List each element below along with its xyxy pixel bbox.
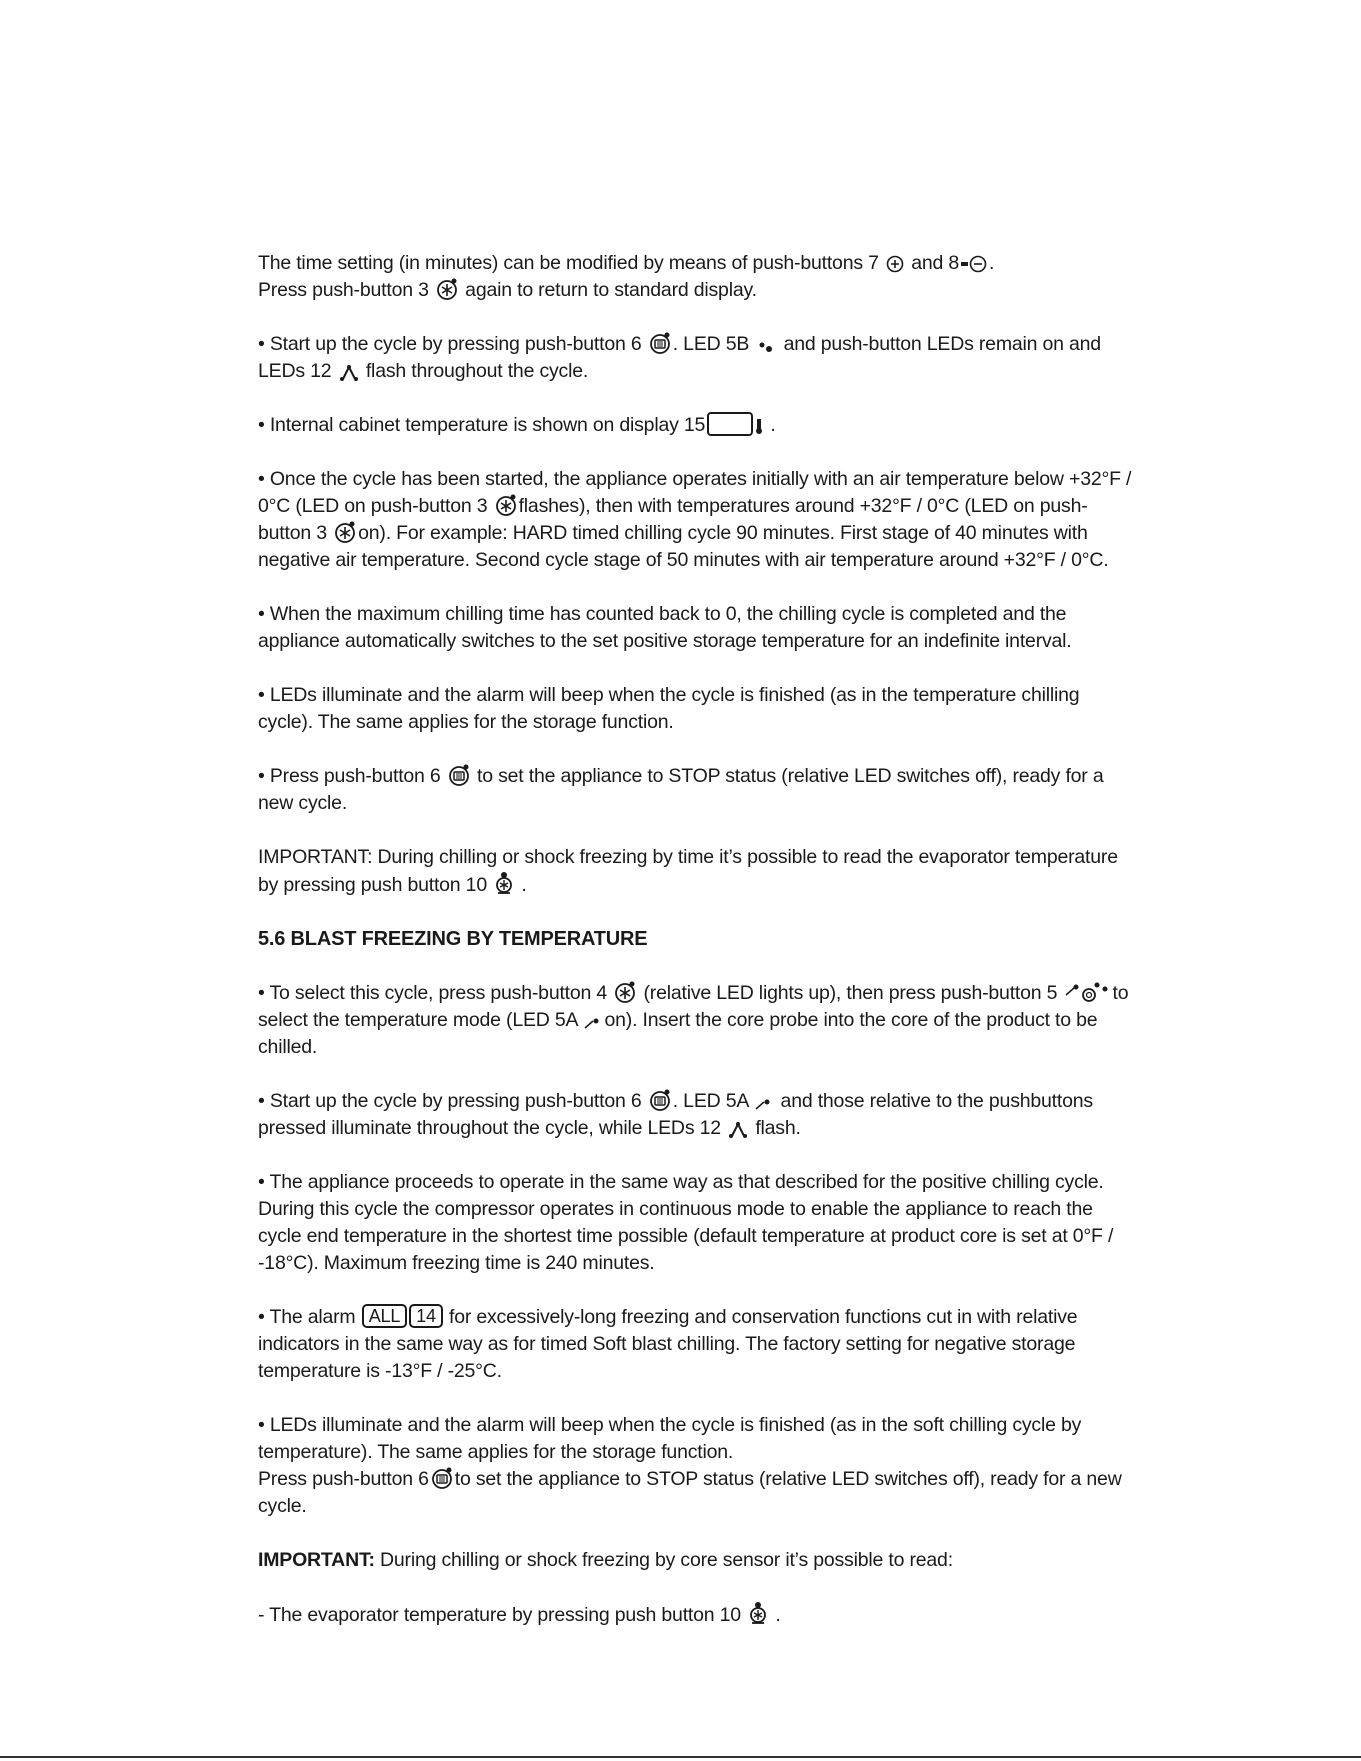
start-stop-icon — [649, 332, 671, 354]
start-stop-icon — [649, 1089, 671, 1111]
text: • Start up the cycle by pressing push-button 6 — [258, 1090, 642, 1112]
important-label: IMPORTANT: — [258, 1549, 375, 1571]
text: • To select this cycle, press push-button 4 — [258, 982, 608, 1004]
text: on). Insert the core probe into the core of the product to be chilled. — [258, 1009, 1098, 1058]
evaporator-icon — [494, 871, 514, 895]
alarm-number-box: 14 — [409, 1304, 443, 1328]
text: IMPORTANT: During chilling or shock freezing by time it’s possible to read the evaporator temperature by pressing push button 10 — [258, 846, 1118, 896]
text: to set the appliance to STOP status (relative LED switches off), ready for a new cycle. — [258, 1468, 1122, 1517]
text: . — [989, 252, 995, 274]
dots-icon — [756, 340, 776, 354]
text: . LED 5B — [672, 333, 750, 355]
paragraph-leds-alarm-freezing: • LEDs illuminate and the alarm will beep when the cycle is finished (as in the soft chilling cycle by temperature). The same applies for the storage function. — [258, 1414, 1082, 1463]
text: and push-button LEDs remain on and — [783, 333, 1101, 355]
paragraph-stop-status — [258, 763, 1138, 817]
probe-led-icon — [755, 1097, 773, 1111]
text: and 8 — [911, 252, 960, 274]
paragraph-start-freezing — [258, 1088, 1138, 1142]
text: • Internal cabinet temperature is shown on display 15 — [258, 414, 706, 436]
paragraph-cycle-operation — [258, 466, 1138, 574]
paragraph-start-cycle — [258, 331, 1138, 385]
evaporator-icon — [748, 1601, 768, 1625]
compressor-leds-icon — [728, 1122, 748, 1138]
text: LEDs 12 — [258, 360, 332, 382]
text: again to return to standard display. — [465, 279, 757, 301]
text: . — [770, 414, 776, 436]
text: • Start up the cycle by pressing push-button 6 — [258, 333, 642, 355]
paragraph-important-evaporator — [258, 844, 1138, 899]
paragraph-stop-status-freezing — [258, 1466, 1138, 1520]
paragraph-evaporator-reading — [258, 1601, 1138, 1629]
text: for excessively-long freezing and conservation functions cut in with relative indicators in the same way as for timed Soft blast chilling. The factory setting for negative storage temperature is -13°F / -25°C. — [258, 1306, 1078, 1382]
text: • Once the cycle has been started, the appliance operates initially with an air temperature below +32°F / 0°C (LED on push-button 3 — [258, 468, 1132, 517]
text: to select the temperature mode (LED 5A — [258, 982, 1129, 1031]
text: and those relative to the pushbuttons pressed illuminate throughout the cycle, while LEDs 12 — [258, 1090, 1093, 1139]
paragraph-important-core-sensor — [258, 1547, 1138, 1574]
text: The time setting (in minutes) can be modified by means of push-buttons 7 — [258, 252, 879, 274]
probe-icon — [1065, 981, 1111, 1003]
freeze-icon — [614, 981, 636, 1003]
paragraph-continuous-mode: • The appliance proceeds to operate in the same way as that described for the positive chilling cycle. During this cycle the compressor operates in continuous mode to enable the appliance to reach the cycle end temperature in the shortest time possible (default temperature at product core is set at 0°F / -18°C). Maximum freezing time is 240 minutes. — [258, 1171, 1114, 1274]
paragraph-standard-display — [258, 277, 1138, 304]
text: During chilling or shock freezing by core sensor it’s possible to read: — [374, 1549, 953, 1571]
page-content — [258, 250, 1138, 1656]
text: flashes), then with temperatures around +32°F / 0°C (LED on push-button 3 — [258, 495, 1088, 544]
text: Press push-button 3 — [258, 279, 429, 301]
start-stop-icon — [448, 764, 470, 786]
section-heading: 5.6 BLAST FREEZING BY TEMPERATURE — [258, 928, 648, 950]
alarm-code-box: ALL — [362, 1304, 407, 1328]
text: (relative LED lights up), then press push-button 5 — [643, 982, 1058, 1004]
text: flash. — [755, 1117, 801, 1139]
text: Press push-button 6 — [258, 1468, 429, 1490]
start-stop-icon — [431, 1467, 453, 1489]
lcd-display-icon — [707, 412, 753, 436]
text: • The alarm — [258, 1306, 356, 1328]
fan-snowflake-icon — [334, 521, 356, 543]
compressor-leds-icon — [339, 365, 359, 381]
fan-snowflake-icon — [495, 494, 517, 516]
paragraph-alarm — [258, 1304, 1138, 1385]
paragraph-select-cycle — [258, 980, 1138, 1061]
text: - The evaporator temperature by pressing push button 10 — [258, 1604, 741, 1626]
text: on). For example: HARD timed chilling cycle 90 minutes. First stage of 40 minutes with negative air temperature. Second cycle stage of 50 minutes with air temperature around +32°F / 0°C. — [258, 522, 1109, 571]
text: flash throughout the cycle. — [365, 360, 589, 382]
paragraph-leds-alarm: • LEDs illuminate and the alarm will beep when the cycle is finished (as in the temperature chilling cycle). The same applies for the storage function. — [258, 684, 1080, 733]
fan-snowflake-icon — [436, 278, 458, 300]
paragraph-chilling-complete: • When the maximum chilling time has counted back to 0, the chilling cycle is completed and the appliance automatically switches to the set positive storage temperature for an indefinite interval. — [258, 603, 1072, 652]
text: . LED 5A — [672, 1090, 749, 1112]
paragraph-time-setting — [258, 250, 1138, 277]
paragraph-internal-temperature — [258, 412, 1138, 439]
text: to set the appliance to STOP status (relative LED switches off), ready for a new cycle. — [258, 765, 1104, 814]
minus-circle-icon — [961, 255, 987, 273]
thermometer-icon — [755, 419, 763, 435]
text: . — [775, 1604, 781, 1626]
probe-led-icon — [584, 1016, 602, 1030]
page-bottom-rule — [0, 1756, 1361, 1758]
plus-circle-icon — [886, 255, 904, 273]
text: • Press push-button 6 — [258, 765, 441, 787]
text: . — [521, 874, 527, 896]
